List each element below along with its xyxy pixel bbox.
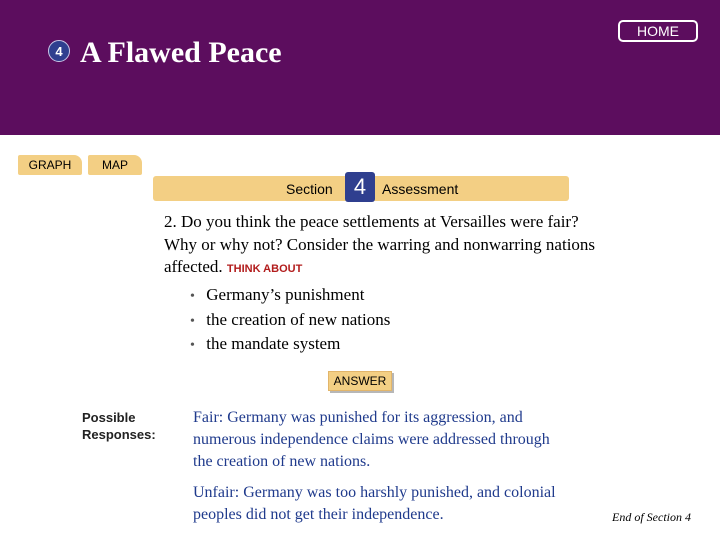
question-body: 2. Do you think the peace settlements at Versailles were fair? Why or why not? Consider the warring and nonwarring nations affected. xyxy=(164,212,596,276)
assessment-label: Assessment xyxy=(382,181,459,197)
answer-button[interactable]: ANSWER xyxy=(328,371,392,391)
end-of-section-label: End of Section 4 xyxy=(612,510,691,524)
list-item xyxy=(190,308,390,333)
bullet-icon: • xyxy=(190,289,195,304)
bullet-icon: • xyxy=(190,338,195,353)
possible-label-line: Possible xyxy=(82,410,136,425)
unfair-response: Unfair: Germany was too harshly punished, and colonial peoples did not get their independence. xyxy=(193,484,556,523)
list-item xyxy=(190,332,390,357)
possible-responses-label xyxy=(82,409,156,443)
tab-graph[interactable]: GRAPH xyxy=(18,155,82,175)
list-item-text: the creation of new nations xyxy=(206,309,391,329)
list-item xyxy=(190,283,390,308)
section-label: Section xyxy=(286,181,333,197)
section-number-badge: 4 xyxy=(48,40,70,62)
tab-map[interactable]: MAP xyxy=(88,155,142,175)
question-text xyxy=(164,211,604,281)
bullet-icon: • xyxy=(190,313,195,329)
responses-label-line: Responses: xyxy=(82,427,156,442)
section-number-box: 4 xyxy=(345,172,375,202)
home-button[interactable]: HOME xyxy=(618,20,698,42)
think-about-list xyxy=(190,283,390,357)
list-item-text: Germany’s punishment xyxy=(206,285,365,304)
fair-response: Fair: Germany was punished for its aggression, and numerous independence claims were addressed through the creation of new nations. xyxy=(193,409,550,470)
think-about-label: THINK ABOUT xyxy=(226,263,303,275)
list-item-text: the mandate system xyxy=(206,334,341,353)
page-title: A Flawed Peace xyxy=(80,36,282,69)
